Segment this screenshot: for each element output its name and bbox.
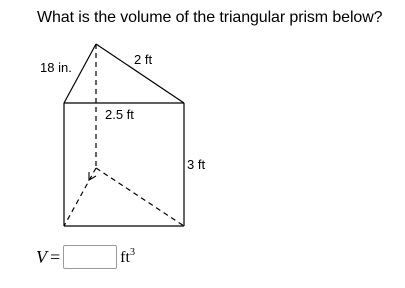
label-slant-edge: 18 in. [40,60,72,75]
question-text: What is the volume of the triangular prism below? [37,9,383,26]
label-height-in-base: 2.5 ft [105,107,134,122]
volume-variable: V [36,246,47,267]
hidden-bottom-right-edge [96,168,184,226]
hidden-bottom-left-edge [64,168,96,226]
volume-unit [120,247,135,267]
label-prism-length: 3 ft [187,157,206,172]
right-angle-marker [89,172,96,180]
answer-row [36,244,135,270]
label-top-edge: 2 ft [134,52,153,67]
unit-base: ft [120,249,130,266]
unit-exponent: 3 [129,247,135,258]
volume-answer-input[interactable] [63,245,117,269]
equals-sign: = [50,246,61,267]
